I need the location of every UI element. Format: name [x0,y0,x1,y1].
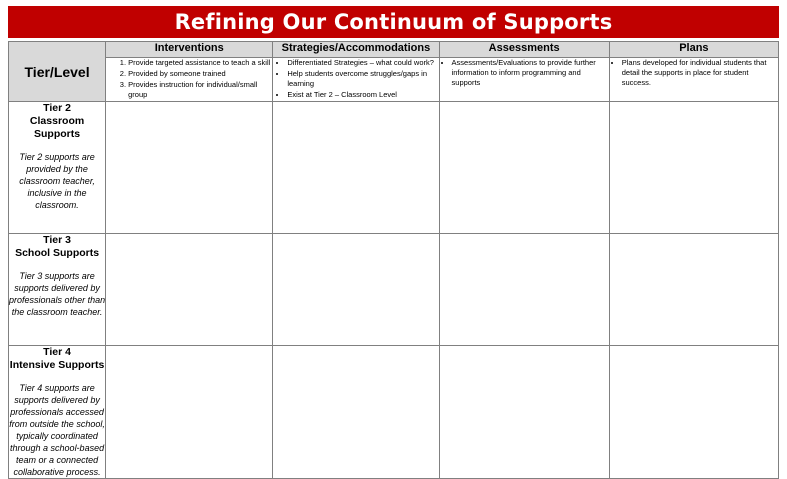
tier-2-title [9,102,105,141]
list-item: • Assessments/Evaluations to provide further information to inform programming and supports [452,58,609,88]
tier-4-assessments-cell[interactable] [439,346,609,479]
tier-3-cell [9,234,106,346]
tier-3-interventions-cell[interactable] [106,234,273,346]
table-row [9,102,779,234]
tier-2-interventions-cell[interactable] [106,102,273,234]
list-item: • Differentiated Strategies – what could work? [287,58,438,68]
definition-plans-cell [609,58,778,102]
column-header-plans: Plans [609,42,778,58]
plans-definition-list [610,58,778,88]
tier-4-cell [9,346,106,479]
tier-2-cell [9,102,106,234]
table-header-row [9,42,779,58]
tier-3-assessments-cell[interactable] [439,234,609,346]
tier-4-interventions-cell[interactable] [106,346,273,479]
interventions-definition-list [106,58,272,100]
list-item: • Plans developed for individual students that detail the supports in place for student success. [622,58,778,88]
column-header-strategies: Strategies/Accommodations [273,42,439,58]
tier-3-strategies-cell[interactable] [273,234,439,346]
column-header-tier: Tier/Level [9,42,106,102]
tier-4-description: Tier 4 supports are supports delivered by professionals accessed from outside the school, typically coordinated through a school-based team or a connected collaborative process. [9,383,105,477]
tier-4-title [9,346,105,372]
list-item: 1. Provide targeted assistance to teach a skill [128,58,272,68]
tier-2-strategies-cell[interactable] [273,102,439,234]
page-title: Refining Our Continuum of Supports [174,10,613,34]
tier-2-title-line-3: Supports [34,128,81,140]
table-header [9,42,779,102]
tier-2-assessments-cell[interactable] [439,102,609,234]
definition-row [9,58,779,102]
tier-2-title-line-2: Classroom [29,115,85,127]
tier-2-plans-cell[interactable] [609,102,778,234]
tier-4-plans-cell[interactable] [609,346,778,479]
tier-4-title-line-1: Tier 4 [43,346,71,358]
table-row [9,234,779,346]
assessments-definition-list [440,58,609,88]
column-header-assessments: Assessments [439,42,609,58]
column-header-interventions: Interventions [106,42,273,58]
tier-2-title-line-1: Tier 2 [43,102,71,114]
tier-2-description: Tier 2 supports are provided by the classroom teacher, inclusive in the classroom. [19,152,95,210]
tier-3-title [9,234,105,260]
table-body [9,102,779,479]
definition-assessments-cell [439,58,609,102]
list-item: 2. Provided by someone trained [128,69,272,79]
list-item: 3. Provides instruction for individual/small group [128,80,272,100]
tier-3-title-line-2: School Supports [15,247,100,259]
definition-strategies-cell [273,58,439,102]
tier-3-title-line-1: Tier 3 [43,234,71,246]
tier-4-title-line-2: Intensive Supports [9,359,105,371]
list-item: • Exist at Tier 2 – Classroom Level [287,90,438,100]
document-title-bar [8,6,779,38]
tier-3-plans-cell[interactable] [609,234,778,346]
list-item: • Help students overcome struggles/gaps in learning [287,69,438,89]
tier-4-strategies-cell[interactable] [273,346,439,479]
continuum-of-supports-table [8,41,779,479]
definition-interventions-cell [106,58,273,102]
strategies-definition-list [273,58,438,100]
table-row [9,346,779,479]
tier-3-description: Tier 3 supports are supports delivered by professionals other than the classroom teacher. [9,271,106,317]
